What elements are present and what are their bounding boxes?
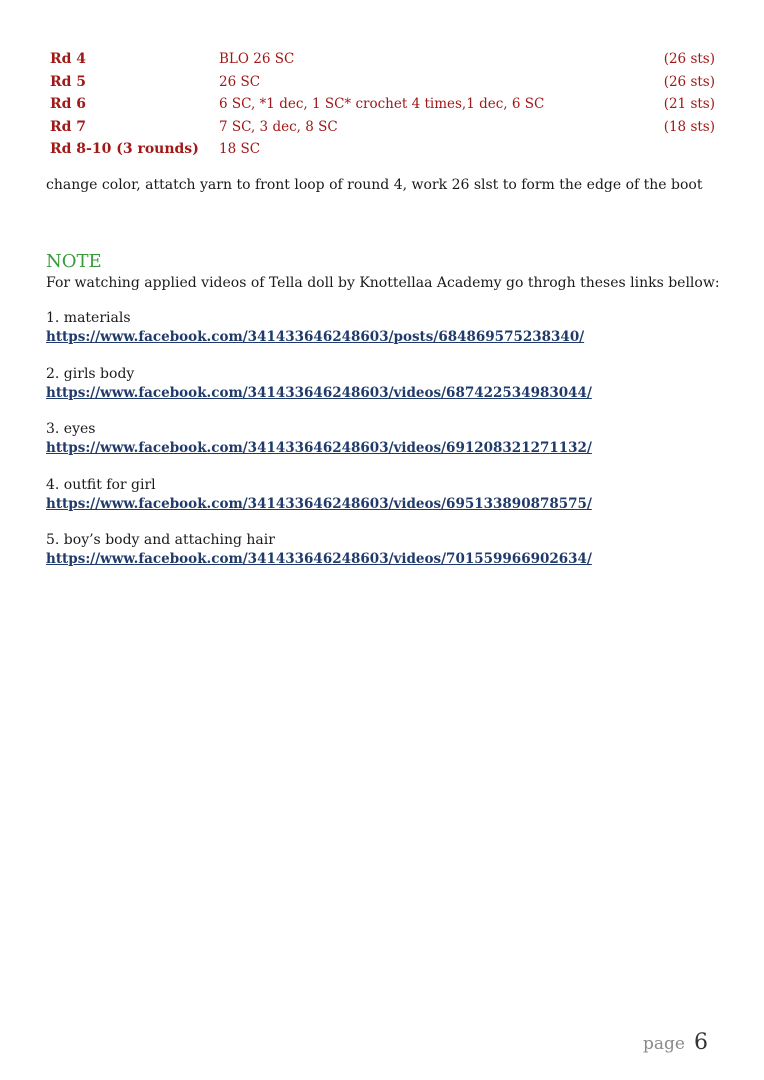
video-link[interactable]: https://www.facebook.com/341433646248603/videos/701559966902634/	[46, 551, 592, 567]
round-instruction: 26 SC	[219, 73, 261, 90]
round-instruction: 6 SC, *1 dec, 1 SC* crochet 4 times,1 dec, 6 SC	[219, 96, 545, 112]
round-label: Rd 4	[50, 51, 87, 67]
video-link[interactable]: https://www.facebook.com/341433646248603/videos/695133890878575/	[46, 495, 592, 512]
list-item	[46, 420, 592, 476]
round-label: Rd 7	[50, 118, 87, 135]
video-links-list	[46, 309, 592, 587]
note-heading: NOTE	[46, 251, 102, 272]
round-row	[50, 93, 715, 116]
round-stitch-count: (26 sts)	[663, 73, 715, 90]
list-item	[46, 309, 592, 365]
round-row	[50, 138, 715, 161]
round-row	[50, 71, 715, 94]
round-instruction: BLO 26 SC	[219, 51, 295, 67]
round-row	[50, 48, 715, 71]
list-item	[46, 476, 592, 532]
link-title: 2. girls body	[46, 365, 135, 382]
link-title: 4. outfit for girl	[46, 476, 156, 493]
round-label: Rd 5	[50, 73, 87, 90]
page-number-value: 6	[694, 1030, 708, 1055]
link-title: 5. boy’s body and attaching hair	[46, 532, 275, 548]
round-label: Rd 6	[50, 96, 87, 112]
video-link[interactable]: https://www.facebook.com/341433646248603/posts/684869575238340/	[46, 329, 585, 345]
edge-instruction: change color, attatch yarn to front loop of round 4, work 26 slst to form the edge of the boot	[46, 177, 703, 193]
round-row	[50, 116, 715, 139]
link-title: 3. eyes	[46, 421, 96, 437]
note-intro: For watching applied videos of Tella doll by Knottellaa Academy go throgh theses links bellow:	[46, 275, 720, 291]
list-item	[46, 365, 592, 421]
round-label: Rd 8-10 (3 rounds)	[50, 141, 199, 157]
page-word: page	[642, 1034, 685, 1054]
video-link[interactable]: https://www.facebook.com/341433646248603/videos/691208321271132/	[46, 440, 592, 456]
rounds-table	[50, 48, 715, 161]
list-item	[46, 531, 592, 587]
round-instruction: 18 SC	[219, 141, 261, 157]
round-stitch-count: (26 sts)	[663, 51, 715, 67]
round-stitch-count: (21 sts)	[663, 96, 715, 112]
link-title: 1. materials	[46, 310, 131, 326]
video-link[interactable]: https://www.facebook.com/341433646248603/videos/687422534983044/	[46, 384, 592, 401]
round-instruction: 7 SC, 3 dec, 8 SC	[219, 118, 338, 135]
round-stitch-count: (18 sts)	[663, 118, 715, 135]
page-number	[643, 1030, 708, 1055]
